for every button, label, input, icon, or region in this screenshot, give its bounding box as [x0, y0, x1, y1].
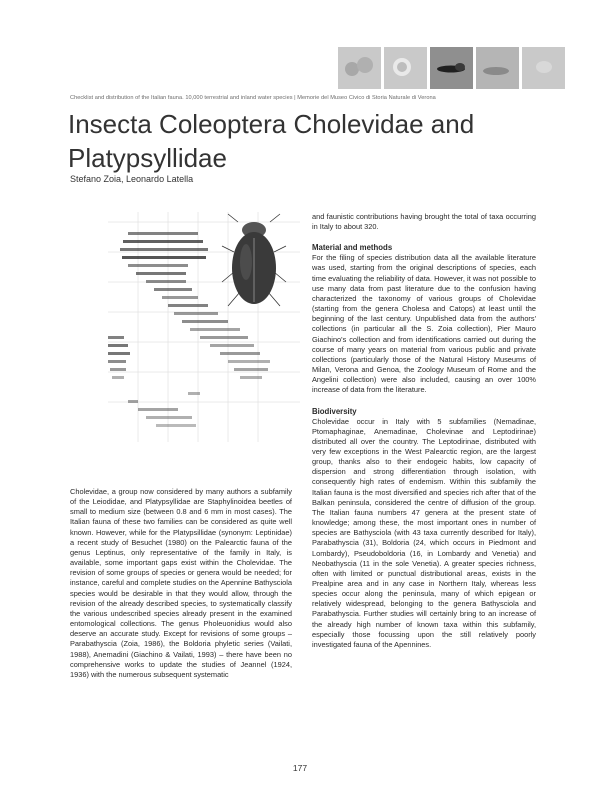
intro-continuation: and faunistic contributions having brought the total of taxa occurring in Italy to about 320. — [312, 212, 536, 232]
authors: Stefano Zoia, Leonardo Latella — [70, 174, 194, 184]
biodiversity-paragraph: Cholevidae occur in Italy with 5 subfamilies (Nemadinae, Ptomaphaginae, Anemadinae, Cholevinae and Leptodirinae) distributed all over the country. The Leptodirinae, distributed with very few exceptions in the West Palearctic region, are the largest group, thanks also to their endogeic habits, low capacity of dispersion and strong differentiation through isolation, with consequently high rates of endemism. Within this subfamily the Italian fauna is the most diversified and species rich after that of the Balkan peninsula, considered the centre of diffusion of the group. The Italian fauna numbers 47 genera at the present state of knowledge; among these, the most important ones in number of species are Bathysciola (with 43 taxa currently described for Italy), Parabathyscia (31), Boldoria (24, which occurs in Piedmont and Lombardy), Pseudoboldoria (16, in Lombardy and Venetia) and Neobathyscia (11 in the sole Venetia). A greater species richness, often with limited or punctual distributional areas, exists in the Prealpine area and in any case in Northern Italy, whereas less species occur along the peninsula, many of which epigean or relatively widespread, belonging to the genera Bathysciola and Parabathyscia. Further studies will certainly bring to an increase of the already high number of known taxa within this subfamily, especially those focussing upon the still relatively poorly investigated fauna of the Apennines. — [312, 416, 536, 649]
right-column — [312, 212, 536, 650]
thumbnail-beetle — [430, 47, 473, 89]
bird-icon — [522, 47, 565, 89]
intro-paragraph: Cholevidae, a group now considered by many authors a subfamily of the Leiodidae, and Platypsyllidae are Staphylinoidea beetles of small to medium size (between 0.8 and 6 mm in most cases). The Italian fauna of these two families can be considered as quite well known. However, while for the Platypsillidae (synonym: Leptinidae) a recent study of Besuchet (1980) on the Palearctic fauna of the genus Leptinus, only representative of the family in Italy, is available, some important gaps exist within the Cholevidae. The revision of some groups of species or genera would be needed; for instance, careful and complete studies on the Apennine Bathysciola species would be desirable in that they would allow, through the revision of the already described species, to systematically classify the various undescribed species already present in the examined entomological collections. The genus Pholeuonidius would also deserve an accurate study. Except for revisions of some groups – Parabathyscia (Zoia, 1986), the Boldoria phyletic series (Vailati, 1988), Anemadini (Giachino & Vailati, 1993) – there have been no comprehensive works to update the studies of Jeannel (1924, 1936) with the numerous subsequent systematic — [70, 487, 292, 679]
methods-heading: Material and methods — [312, 243, 393, 253]
left-column — [70, 487, 292, 680]
thumbnail-bird — [522, 47, 565, 89]
thumbnail-fish — [476, 47, 519, 89]
page-title: Insecta Coleoptera Cholevidae and Platypsyllidae — [68, 109, 475, 173]
shell-icon — [384, 47, 427, 89]
biodiversity-heading: Biodiversity — [312, 406, 357, 416]
methods-paragraph: For the filing of species distribution data all the available literature was used, starting from the original descriptions of species, each time evaluating the reliability of data. However, it was not possible to use many data from past literature due to the confusion having characterized the taxonomy of various groups of Cholevidae (starting from the genera Cholesa and Catops) at least until the beginning of the last century. Unpublished data from the authors' collections (in particular all the S. Zoia collection), Pier Mauro Giachino's collection and from identifications carried out during the course of many years on material from various public and private collections (particularly those of the Natural History Museums of Milan, Verona and Genoa, the Zoology Museum of Rome and the Angelini collection) were also included, causing an over 100% increase of data from the literature. — [312, 253, 536, 395]
thumbnail-shell — [384, 47, 427, 89]
beetle-illustration — [220, 212, 288, 314]
thumbnail-plant — [338, 47, 381, 89]
running-head: Checklist and distribution of the Italian fauna. 10,000 terrestrial and inland water species | Memorie del Museo Civico di Storia Naturale di Verona — [70, 95, 436, 101]
fish-icon — [476, 47, 519, 89]
page-number: 177 — [292, 763, 308, 773]
beetle-icon — [430, 47, 473, 89]
header-thumbnails — [338, 47, 565, 89]
plant-icon — [338, 47, 381, 89]
